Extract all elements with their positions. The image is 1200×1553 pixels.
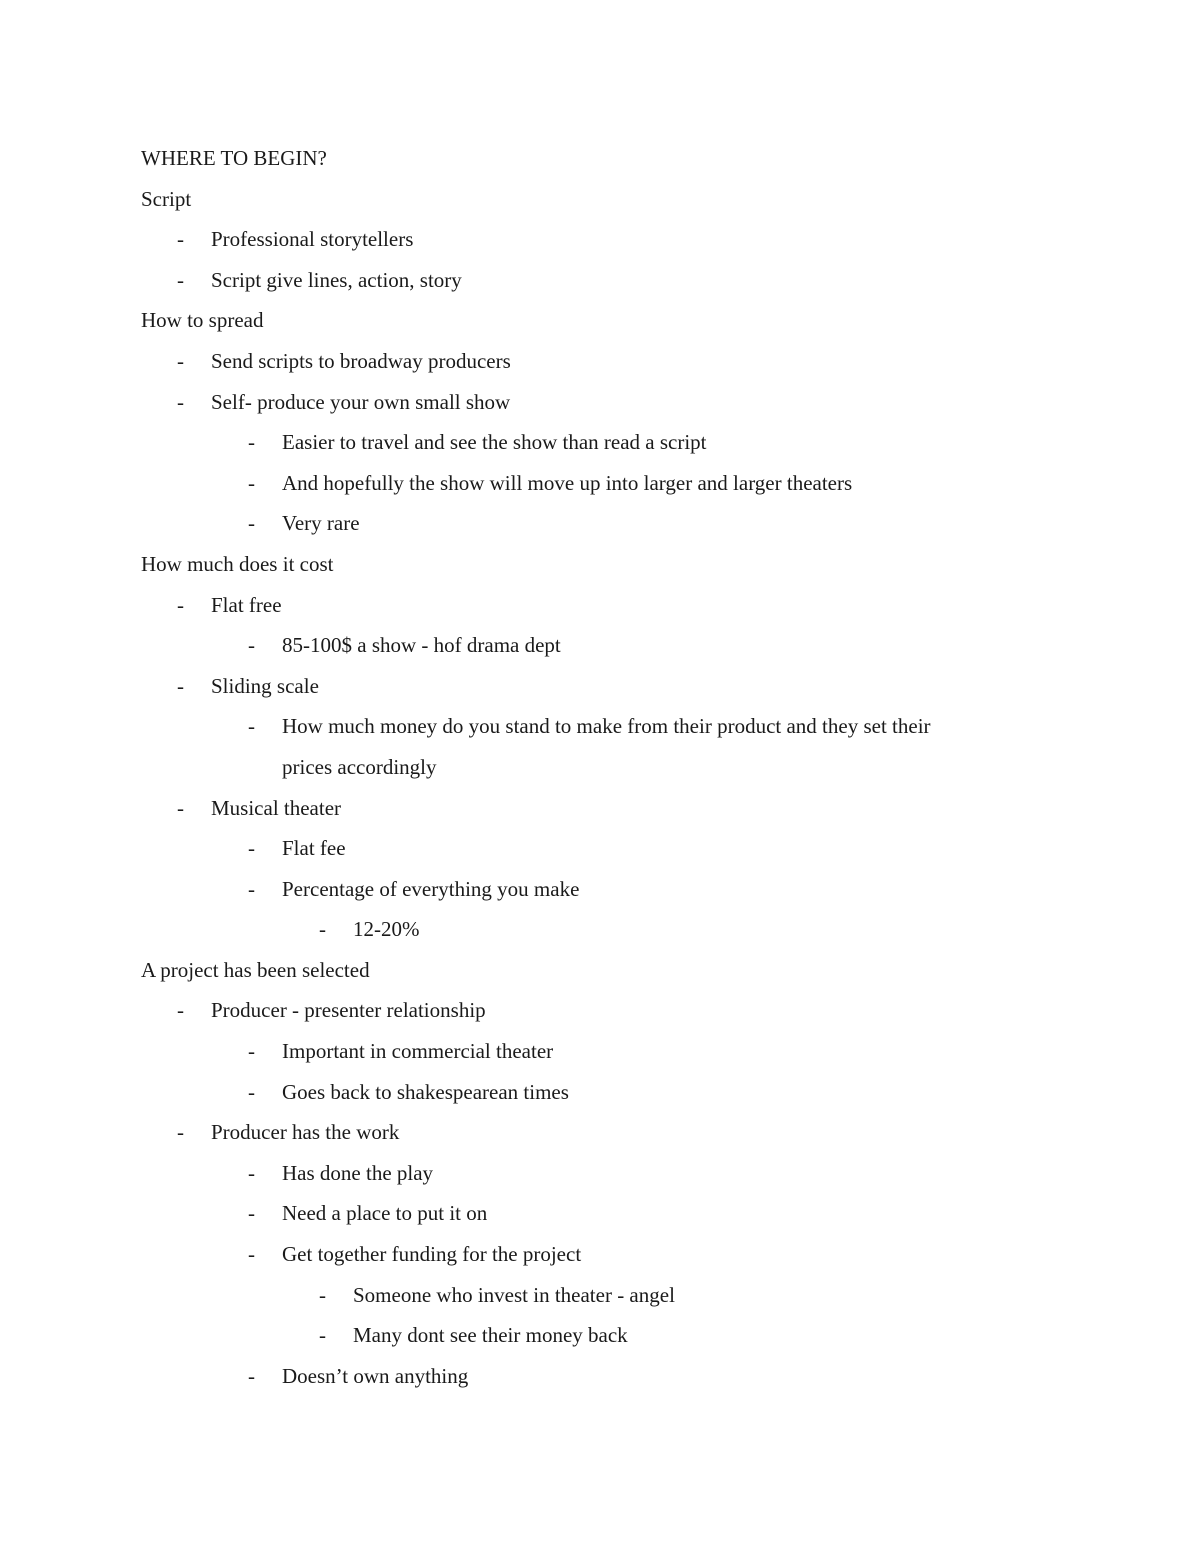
list-item-text: Very rare (282, 511, 360, 536)
list-item (141, 1356, 1061, 1397)
list-item (141, 1112, 1061, 1153)
list-item-text: Easier to travel and see the show than read a script (282, 430, 707, 455)
list-item (141, 828, 1061, 869)
dash-bullet: - (248, 714, 255, 739)
dash-bullet: - (319, 1282, 326, 1307)
dash-bullet: - (248, 876, 255, 901)
line-text: How much does it cost (141, 551, 334, 576)
heading-a-project-has-been-selected (141, 950, 1061, 991)
list-item-text: Musical theater (211, 795, 342, 820)
dash-bullet: - (177, 998, 184, 1023)
list-item-text: Professional storytellers (211, 227, 414, 252)
dash-bullet: - (248, 1242, 255, 1267)
dash-bullet: - (177, 795, 184, 820)
dash-bullet: - (248, 1160, 255, 1185)
list-item-text: 85-100$ a show - hof drama dept (282, 633, 561, 658)
dash-bullet: - (177, 227, 184, 252)
list-item (141, 990, 1061, 1031)
list-item (141, 341, 1061, 382)
list-item-text: And hopefully the show will move up into larger and larger theaters (282, 470, 853, 495)
list-item-text: prices accordingly (282, 754, 437, 779)
list-item (141, 585, 1061, 626)
list-item-text: Get together funding for the project (282, 1242, 582, 1267)
dash-bullet: - (177, 1120, 184, 1145)
list-item-text: Producer - presenter relationship (211, 998, 486, 1023)
list-item (141, 219, 1061, 260)
dash-bullet: - (319, 917, 326, 942)
list-item (141, 666, 1061, 707)
list-item (141, 869, 1061, 910)
list-item-text: Flat free (211, 592, 282, 617)
list-item-text: Self- produce your own small show (211, 389, 511, 414)
list-item-text: Goes back to shakespearean times (282, 1079, 569, 1104)
dash-bullet: - (177, 267, 184, 292)
list-item (141, 463, 1061, 504)
list-item-text: Sliding scale (211, 673, 319, 698)
list-item-text: Need a place to put it on (282, 1201, 488, 1226)
list-item (141, 1072, 1061, 1113)
list-item-text: Many dont see their money back (353, 1323, 628, 1348)
list-item (141, 1275, 1061, 1316)
list-item (141, 1234, 1061, 1275)
dash-bullet: - (248, 511, 255, 536)
list-item-text: 12-20% (353, 917, 420, 942)
dash-bullet: - (248, 1039, 255, 1064)
dash-bullet: - (248, 1201, 255, 1226)
dash-bullet: - (248, 836, 255, 861)
list-item (141, 260, 1061, 301)
dash-bullet: - (177, 389, 184, 414)
list-item-text: Flat fee (282, 836, 346, 861)
heading-where-to-begin (141, 138, 1061, 179)
list-item (141, 503, 1061, 544)
heading-how-much-does-it-cost (141, 544, 1061, 585)
line-text: WHERE TO BEGIN? (141, 146, 327, 170)
dash-bullet: - (248, 1363, 255, 1388)
dash-bullet: - (248, 430, 255, 455)
heading-script (141, 179, 1061, 220)
list-item-text: Has done the play (282, 1160, 434, 1185)
list-item (141, 706, 1061, 747)
line-text: Script (141, 186, 192, 211)
list-item (141, 788, 1061, 829)
list-item-text: Percentage of everything you make (282, 876, 580, 901)
dash-bullet: - (248, 1079, 255, 1104)
list-item (141, 422, 1061, 463)
dash-bullet: - (319, 1323, 326, 1348)
list-item (141, 1193, 1061, 1234)
list-item-text: Doesn’t own anything (282, 1363, 469, 1388)
list-item-continuation (141, 747, 1061, 788)
line-text: A project has been selected (141, 957, 370, 982)
dash-bullet: - (177, 673, 184, 698)
list-item (141, 625, 1061, 666)
dash-bullet: - (177, 348, 184, 373)
list-item-text: Send scripts to broadway producers (211, 348, 511, 373)
document-body (141, 138, 1061, 1396)
list-item-text: How much money do you stand to make from their product and they set their (282, 714, 931, 739)
list-item-text: Script give lines, action, story (211, 267, 462, 292)
list-item (141, 909, 1061, 950)
list-item (141, 1315, 1061, 1356)
dash-bullet: - (248, 633, 255, 658)
list-item-text: Someone who invest in theater - angel (353, 1282, 675, 1307)
list-item (141, 382, 1061, 423)
list-item-text: Producer has the work (211, 1120, 400, 1145)
list-item-text: Important in commercial theater (282, 1039, 554, 1064)
list-item (141, 1153, 1061, 1194)
dash-bullet: - (248, 470, 255, 495)
heading-how-to-spread (141, 300, 1061, 341)
list-item (141, 1031, 1061, 1072)
dash-bullet: - (177, 592, 184, 617)
line-text: How to spread (141, 308, 264, 333)
